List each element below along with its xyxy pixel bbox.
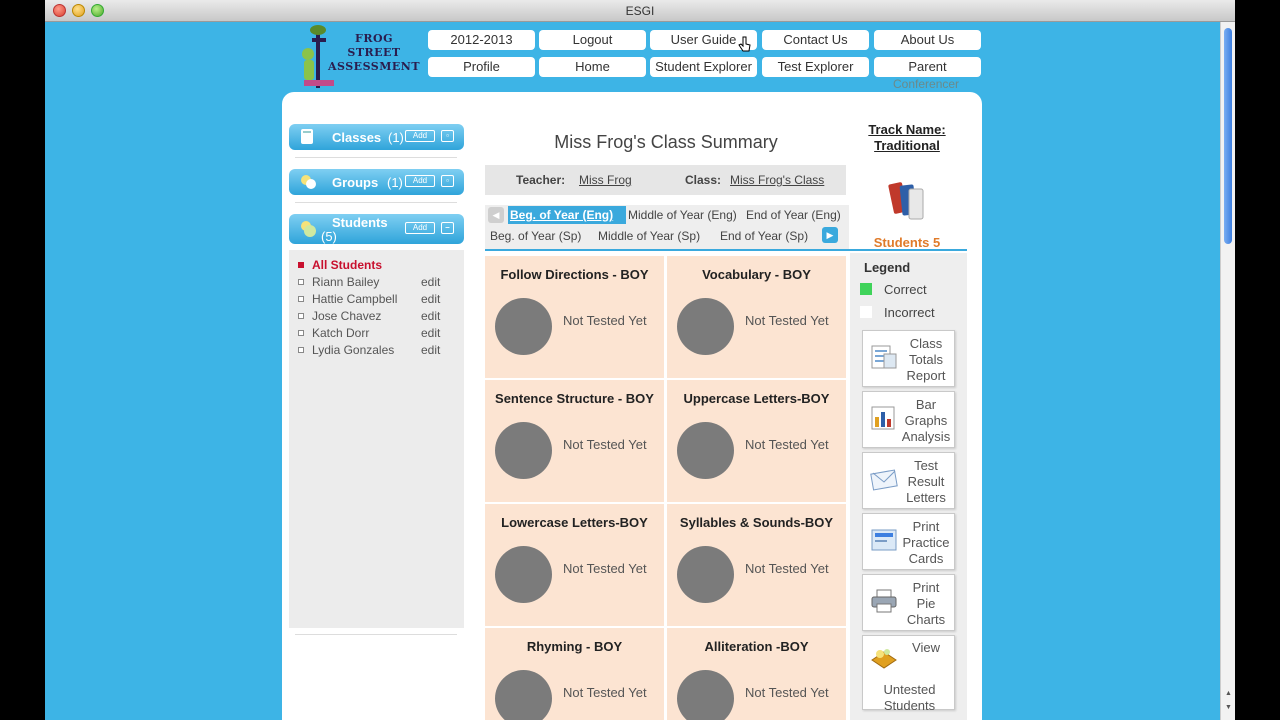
students-icon <box>299 219 317 238</box>
students-collapse-icon[interactable]: – <box>441 222 454 234</box>
logo-line-2: STREET <box>347 46 401 59</box>
test-title: Follow Directions - BOY <box>500 267 649 282</box>
close-window-button[interactable] <box>53 4 66 17</box>
pie-chart[interactable] <box>677 670 734 720</box>
class-totals-report-button[interactable] <box>862 330 955 387</box>
edit-student-link[interactable]: edit <box>421 343 441 357</box>
student-name[interactable]: Lydia Gonzales <box>312 343 395 357</box>
action-line: Bar <box>915 397 937 412</box>
action-line: Print <box>912 519 940 534</box>
groups-expand-icon[interactable]: ▫ <box>441 175 454 187</box>
legend-incorrect-swatch <box>860 306 872 318</box>
action-line: Charts <box>906 612 946 627</box>
tab-end-year-eng[interactable]: End of Year (Eng) <box>746 208 841 222</box>
edit-student-link[interactable]: edit <box>421 309 441 323</box>
groups-section-header[interactable] <box>289 169 464 195</box>
bullet-icon <box>298 313 304 319</box>
books-icon <box>887 177 929 221</box>
students-count: (5) <box>321 229 337 244</box>
teacher-class-bar <box>485 165 846 195</box>
teacher-label: Teacher: <box>516 173 566 187</box>
student-name[interactable]: Katch Dorr <box>312 326 370 340</box>
students-label: Students <box>332 215 388 230</box>
bullet-icon <box>298 279 304 285</box>
test-status: Not Tested Yet <box>563 685 647 700</box>
edit-student-link[interactable]: edit <box>421 326 441 340</box>
window-titlebar <box>45 0 1235 22</box>
cards-icon <box>870 527 898 553</box>
test-status: Not Tested Yet <box>563 437 647 452</box>
nav-year-button[interactable]: 2012-2013 <box>428 30 535 50</box>
nav-about-us-button[interactable]: About Us <box>874 30 981 50</box>
test-card[interactable] <box>485 256 664 378</box>
action-label <box>901 580 951 628</box>
action-line: Cards <box>908 551 944 566</box>
test-title: Rhyming - BOY <box>526 639 623 654</box>
classes-expand-icon[interactable]: ▫ <box>441 130 454 142</box>
logo-text <box>328 32 420 74</box>
book-icon <box>299 127 317 146</box>
pie-chart[interactable] <box>495 546 552 603</box>
print-practice-cards-button[interactable] <box>862 513 955 570</box>
track-label: Track Name: <box>868 122 946 137</box>
tabs-next-arrow-icon[interactable]: ▶ <box>822 227 838 243</box>
add-group-button[interactable]: Add <box>405 175 435 187</box>
print-pie-charts-button[interactable] <box>862 574 955 631</box>
test-summary-grid <box>485 253 846 720</box>
groups-count: (1) <box>387 175 403 190</box>
window-title: ESGI <box>625 4 655 18</box>
nav-home-button[interactable]: Home <box>539 57 646 77</box>
all-students-label: All Students <box>312 258 383 272</box>
test-title: Vocabulary - BOY <box>702 267 811 282</box>
tab-middle-year-eng[interactable]: Middle of Year (Eng) <box>628 208 737 222</box>
page-viewport <box>45 22 1220 720</box>
all-students-item[interactable] <box>289 258 464 274</box>
tab-end-year-sp[interactable]: End of Year (Sp) <box>720 229 809 243</box>
nav-student-explorer-button[interactable]: Student Explorer <box>650 57 757 77</box>
edit-student-link[interactable]: edit <box>421 292 441 306</box>
pie-chart[interactable] <box>495 422 552 479</box>
action-label <box>901 397 951 445</box>
untested-icon <box>870 644 898 670</box>
list-item[interactable] <box>289 292 464 308</box>
add-class-button[interactable]: Add <box>405 130 435 142</box>
pie-chart[interactable] <box>495 670 552 720</box>
teacher-link[interactable]: Miss Frog <box>579 173 632 187</box>
add-student-button[interactable]: Add <box>405 222 435 234</box>
test-card[interactable] <box>485 628 664 720</box>
tab-beg-year-eng[interactable]: Beg. of Year (Eng) <box>508 206 626 224</box>
action-line: Analysis <box>901 429 951 444</box>
test-title: Sentence Structure - BOY <box>495 391 654 406</box>
action-line: Report <box>906 368 946 383</box>
nav-contact-us-button[interactable]: Contact Us <box>762 30 869 50</box>
tab-middle-year-sp[interactable]: Middle of Year (Sp) <box>598 229 701 243</box>
logo-line-3: ASSESSMENT <box>328 60 421 73</box>
pie-chart[interactable] <box>677 422 734 479</box>
bullet-icon <box>298 330 304 336</box>
groups-label: Groups <box>332 175 379 190</box>
students-section-header[interactable] <box>289 214 464 244</box>
legend-correct-label: Correct <box>884 282 927 297</box>
test-card[interactable] <box>667 256 846 378</box>
test-title: Alliteration -BOY <box>704 639 809 654</box>
sidebar-divider <box>295 202 457 203</box>
class-label: Class: <box>685 173 722 187</box>
test-title: Syllables & Sounds-BOY <box>679 515 834 530</box>
legend-panel <box>850 253 967 720</box>
classes-count: (1) <box>388 130 404 145</box>
action-line: Untested <box>883 682 936 697</box>
nav-profile-button[interactable]: Profile <box>428 57 535 77</box>
pie-chart[interactable] <box>495 298 552 355</box>
action-label <box>863 682 956 714</box>
scroll-down-arrow-icon[interactable]: ▼ <box>1225 704 1232 711</box>
test-status: Not Tested Yet <box>563 313 647 328</box>
nav-parent-conferencer-label[interactable]: Conferencer <box>893 77 960 91</box>
student-name[interactable]: Hattie Campbell <box>312 292 398 306</box>
test-card[interactable] <box>667 504 846 626</box>
nav-parent-button[interactable]: Parent <box>874 57 981 77</box>
sidebar-divider <box>295 157 457 158</box>
student-name[interactable]: Jose Chavez <box>312 309 382 323</box>
report-icon <box>870 344 898 370</box>
test-status: Not Tested Yet <box>745 437 829 452</box>
action-line: Result <box>907 474 945 489</box>
printer-icon <box>870 588 898 614</box>
bullet-icon <box>298 296 304 302</box>
envelope-icon <box>870 466 898 492</box>
students-list <box>289 250 464 628</box>
bullet-icon <box>298 347 304 353</box>
action-line: Print <box>912 580 940 595</box>
nav-logout-button[interactable]: Logout <box>539 30 646 50</box>
test-card[interactable] <box>667 628 846 720</box>
zoom-window-button[interactable] <box>91 4 104 17</box>
track-value: Traditional <box>874 138 940 153</box>
vertical-scrollbar[interactable] <box>1220 22 1235 720</box>
page-title: Miss Frog's Class Summary <box>554 132 778 152</box>
action-line: Pie <box>916 596 936 611</box>
test-card[interactable] <box>667 380 846 502</box>
test-title: Lowercase Letters-BOY <box>501 515 648 530</box>
action-line: Class <box>909 336 943 351</box>
list-item[interactable] <box>289 275 464 291</box>
list-item[interactable] <box>289 309 464 325</box>
action-label <box>901 519 951 567</box>
tabs-prev-arrow-icon[interactable]: ◀ <box>488 207 504 223</box>
test-result-letters-button[interactable] <box>862 452 955 509</box>
student-name[interactable]: Riann Bailey <box>312 275 380 289</box>
classes-section-header[interactable] <box>289 124 464 150</box>
action-line: Test <box>914 458 938 473</box>
action-line: Letters <box>906 490 946 505</box>
groups-icon <box>299 172 317 191</box>
test-status: Not Tested Yet <box>745 685 829 700</box>
scrollbar-thumb[interactable] <box>1224 28 1232 244</box>
test-status: Not Tested Yet <box>745 313 829 328</box>
legend-correct-swatch <box>860 283 872 295</box>
class-link[interactable]: Miss Frog's Class <box>730 173 825 187</box>
sidebar-divider <box>295 634 457 635</box>
action-line: Practice <box>902 535 950 550</box>
scroll-up-arrow-icon[interactable]: ▲ <box>1225 690 1232 697</box>
classes-label: Classes <box>332 130 382 145</box>
action-line: Students <box>883 698 936 713</box>
test-status: Not Tested Yet <box>563 561 647 576</box>
bullet-icon <box>298 262 304 268</box>
logo-line-1: FROG <box>355 32 393 45</box>
edit-student-link[interactable]: edit <box>421 275 441 289</box>
frog-street-logo[interactable] <box>300 24 421 90</box>
pie-chart[interactable] <box>677 546 734 603</box>
assessment-period-tabs <box>485 205 849 249</box>
nav-user-guide-button[interactable]: User Guide <box>650 30 757 50</box>
action-line: Totals <box>909 352 943 367</box>
legend-title: Legend <box>864 260 911 275</box>
track-name[interactable] <box>857 122 957 154</box>
students-total-count: Students 5 <box>873 235 941 250</box>
action-label <box>901 458 951 506</box>
test-title: Uppercase Letters-BOY <box>683 391 830 406</box>
bar-graphs-analysis-button[interactable] <box>862 391 955 448</box>
test-card[interactable] <box>485 380 664 502</box>
tab-beg-year-sp[interactable]: Beg. of Year (Sp) <box>490 229 582 243</box>
legend-incorrect-label: Incorrect <box>884 305 935 320</box>
test-card[interactable] <box>485 504 664 626</box>
minimize-window-button[interactable] <box>72 4 85 17</box>
bar-graph-icon <box>870 405 898 431</box>
view-untested-students-button[interactable] <box>862 635 955 713</box>
list-item[interactable] <box>289 326 464 342</box>
action-label: View <box>912 640 940 655</box>
pie-chart[interactable] <box>677 298 734 355</box>
action-label <box>901 336 951 384</box>
list-item[interactable] <box>289 343 464 359</box>
test-status: Not Tested Yet <box>745 561 829 576</box>
action-line: Graphs <box>904 413 948 428</box>
nav-test-explorer-button[interactable]: Test Explorer <box>762 57 869 77</box>
hand-cursor-icon <box>738 36 752 54</box>
